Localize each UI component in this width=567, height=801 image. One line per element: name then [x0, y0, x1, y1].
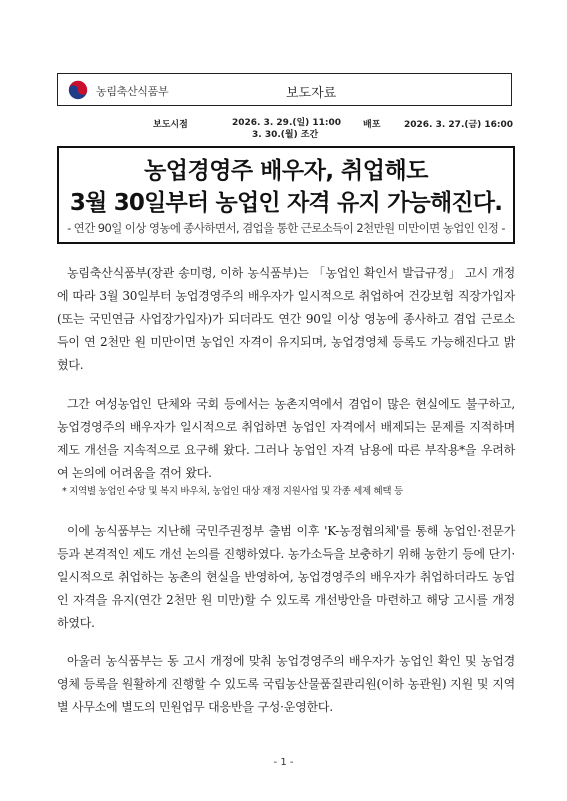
body-paragraph-4: 아울러 농식품부는 동 고시 개정에 맞춰 농업경영주의 배우자가 농업인 확인 및 농업경영체 등록을 원활하게 진행할 수 있도록 국립농산물품질관리원(이하 농관원) 지원 및 지역별 사무소에 별도의 민원업무 대응반을 구성·운영한다.	[57, 654, 515, 714]
subheadline: - 연간 90일 이상 영농에 종사하면서, 겸업을 통한 근로소득이 2천만원 미만이면 농업인 인정 -	[67, 221, 505, 235]
embargo-line-1: 2026. 3. 29.(일) 11:00	[232, 118, 342, 128]
title-box	[57, 146, 515, 244]
embargo-line-2: 3. 30.(월) 조간	[252, 130, 319, 140]
embargo-label: 보도시점	[153, 120, 188, 130]
distribution-date: 2026. 3. 27.(금) 16:00	[404, 120, 514, 130]
headline-line-1: 농업경영주 배우자, 취업해도	[144, 158, 428, 184]
body-paragraph-2: 그간 여성농업인 단체와 국회 등에서는 농촌지역에서 겸업이 많은 현실에도 불구하고, 농업경영주의 배우자가 일시적으로 취업하면 농업인 자격에서 배제되는 문제를 지적하며 제도 개선을 지속적으로 요구해 왔다. 그러나 농업인 자격 남용에 따른 부작용*을 우려하여 논의에 어려움을 겪어 왔다.	[57, 397, 515, 480]
footnote: * 지역별 농업인 수당 및 복지 바우처, 농업인 대상 재정 지원사업 및 각종 세제 혜택 등	[62, 486, 403, 497]
document-type: 보도자료	[286, 86, 337, 101]
embargo-date	[232, 117, 341, 141]
page-number: - 1 -	[273, 757, 294, 768]
body-paragraph-3: 이에 농식품부는 지난해 국민주권정부 출범 이후 'K-농정협의체'를 통해 농업인·전문가 등과 본격적인 제도 개선 논의를 진행하였다. 농가소득을 보충하기 위해 농한기 등에 단기·일시적으로 취업하는 농촌의 현실을 반영하여, 농업경영주의 배우자가 취업하더라도 농업인 자격을 유지(연간 2천만 원 미만)할 수 있도록 개선방안을 마련하고 해당 고시를 개정하였다.	[57, 524, 515, 630]
org-name: 농림축산식품부	[96, 85, 169, 98]
body-paragraph-1: 농림축산식품부(장관 송미령, 이하 농식품부)는 「농업인 확인서 발급규정」 고시 개정에 따라 3월 30일부터 농업경영주의 배우자가 일시적으로 취업하여 건강보험 직장가입자(또는 국민연금 사업장가입자)가 되더라도 연간 90일 이상 영농에 종사하고 겸업 근로소득이 연 2천만 원 미만이면 농업인 자격이 유지되며, 농업경영체 등록도 가능해진다고 밝혔다.	[57, 266, 515, 372]
taegeuk-emblem-icon	[68, 80, 88, 100]
header-box	[57, 73, 512, 106]
headline-line-2: 3월 30일부터 농업인 자격 유지 가능해진다.	[69, 190, 503, 216]
distribution-label: 배포	[363, 120, 381, 130]
